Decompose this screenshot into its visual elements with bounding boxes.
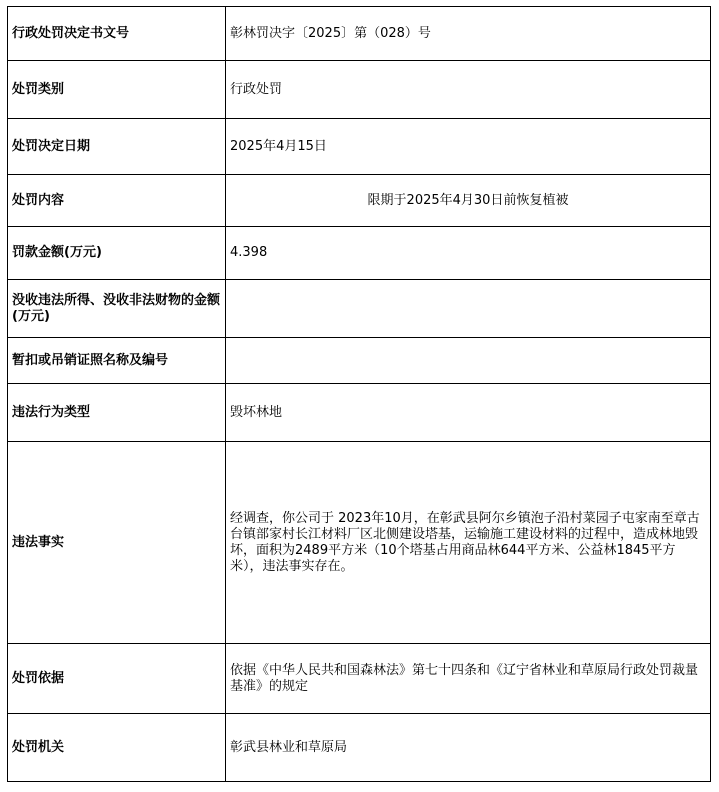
decision-date-label: 处罚决定日期 (8, 119, 226, 175)
penalty-category-value: 行政处罚 (226, 61, 711, 119)
penalty-basis-value: 依据《中华人民共和国森林法》第七十四条和《辽宁省林业和草原局行政处罚裁量基准》的规定 (226, 644, 711, 714)
confiscation-amount-label: 没收违法所得、没收非法财物的金额(万元) (8, 280, 226, 338)
penalty-basis-label: 处罚依据 (8, 644, 226, 714)
table-row (8, 227, 711, 280)
penalty-authority-label: 处罚机关 (8, 714, 226, 782)
table-row (8, 384, 711, 442)
violation-type-label: 违法行为类型 (8, 384, 226, 442)
penalty-content-value: 限期于2025年4月30日前恢复植被 (226, 175, 711, 227)
violation-facts-label: 违法事实 (8, 442, 226, 644)
penalty-category-label: 处罚类别 (8, 61, 226, 119)
decision-date-value: 2025年4月15日 (226, 119, 711, 175)
table-row (8, 442, 711, 644)
violation-facts-value: 经调查，你公司于 2023年10月，在彰武县阿尔乡镇泡子沿村菜园子屯家南至章古台镇部家村长江材料厂区北侧建设塔基，运输施工建设材料的过程中，造成林地毁坏，面积为2489平方米（10个塔基占用商品林644平方米、公益林1845平方米），违法事实存在。 (226, 442, 711, 644)
violation-type-value: 毁坏林地 (226, 384, 711, 442)
penalty-info-table (7, 6, 711, 782)
table-row (8, 714, 711, 782)
fine-amount-label: 罚款金额(万元) (8, 227, 226, 280)
table-row (8, 119, 711, 175)
penalty-authority-value: 彰武县林业和草原局 (226, 714, 711, 782)
table-row (8, 338, 711, 384)
table-row (8, 61, 711, 119)
decision-number-label: 行政处罚决定书文号 (8, 7, 226, 61)
table-row (8, 7, 711, 61)
fine-amount-value: 4.398 (226, 227, 711, 280)
license-revocation-value (226, 338, 711, 384)
table-row (8, 175, 711, 227)
table-row (8, 644, 711, 714)
penalty-content-label: 处罚内容 (8, 175, 226, 227)
confiscation-amount-value (226, 280, 711, 338)
decision-number-value: 彰林罚决字〔2025〕第（028）号 (226, 7, 711, 61)
license-revocation-label: 暂扣或吊销证照名称及编号 (8, 338, 226, 384)
table-row (8, 280, 711, 338)
